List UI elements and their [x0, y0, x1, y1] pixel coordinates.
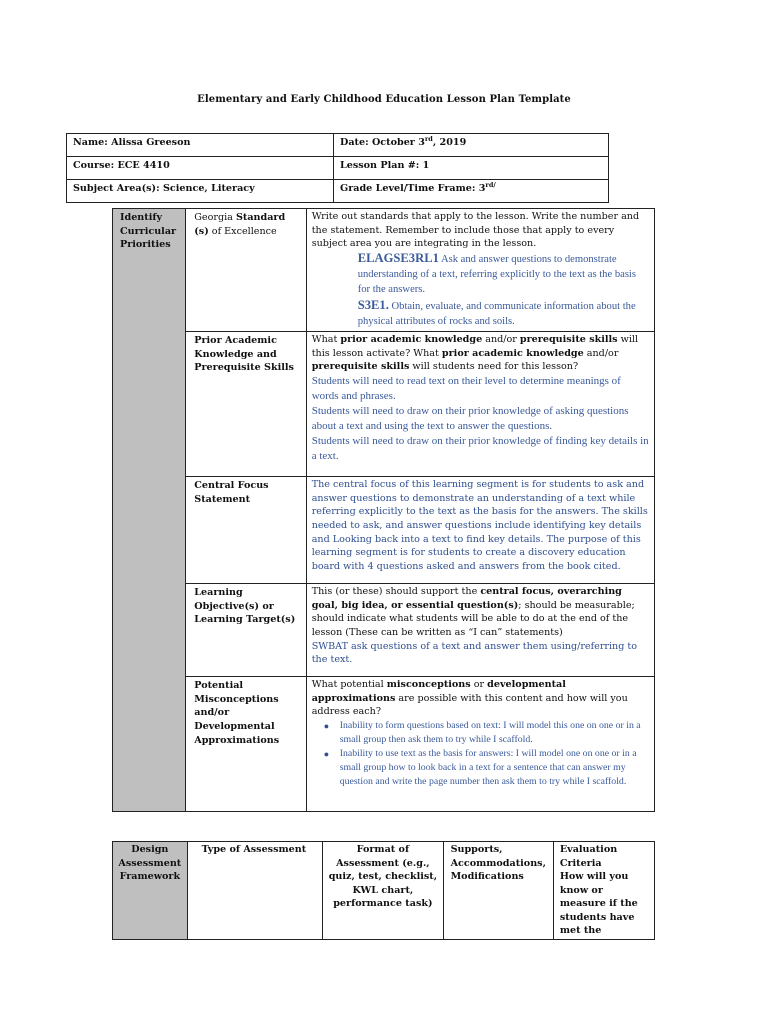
objective-text: This (or these) should support the [311, 586, 481, 598]
bullet-icon: ● [323, 749, 330, 760]
date-cell [334, 134, 609, 157]
standards-heading-prefix: Georgia [194, 212, 236, 223]
grade-superscript: rd/ [485, 180, 496, 189]
course-cell: Course: ECE 4410 [67, 157, 334, 180]
q-text: What [311, 334, 341, 346]
prior-knowledge-content [306, 332, 654, 477]
misconceptions-content [306, 677, 654, 812]
table-row [113, 584, 655, 677]
learning-objective-answer: SWBAT ask questions of a text and answer them using/referring to the text. [311, 640, 638, 666]
date-text: Date: October 3 [340, 137, 425, 148]
objective-text: ; should be measurable; should indicate what students will be able to do at the end of the lesson (These can be written as “I can” statements) [311, 599, 635, 639]
learning-objective-heading: Learning Objective(s) or Learning Target(s) [186, 584, 306, 677]
q-text: will students need for this lesson? [409, 361, 579, 373]
date-year: , 2019 [432, 137, 467, 148]
q-text: and/or [482, 334, 520, 346]
date-superscript: rd [424, 134, 433, 143]
q-bold: prerequisite skills [519, 334, 618, 346]
standards-heading-bold: Standard (s) [194, 212, 286, 237]
standards-heading [186, 209, 306, 332]
document-title: Elementary and Early Childhood Education Lesson Plan Template [197, 94, 571, 105]
lesson-plan-cell: Lesson Plan #: 1 [334, 157, 609, 180]
misc-text: or [470, 679, 488, 691]
standard-ela-code: ELAGSE3RL1 [357, 250, 439, 265]
misc-bold: misconceptions [386, 679, 471, 691]
bullet-icon: ● [323, 721, 330, 732]
prior-knowledge-heading: Prior Academic Knowledge and Prerequisite Skills [186, 332, 306, 477]
section-label-curricular-priorities: Identify Curricular Priorities [113, 209, 186, 812]
lesson-info-table [66, 133, 609, 203]
standards-content [306, 209, 654, 332]
q-text: will this lesson activate? What [311, 334, 639, 359]
grade-text: Grade Level/Time Frame: 3 [340, 183, 486, 194]
standard-ela-text: Ask and answer questions to demonstrate understanding of a text, referring explicitly to the text as the basis for the answers. [357, 253, 637, 296]
misconceptions-heading: Potential Misconceptions and/or Developmental Approximations [186, 677, 306, 812]
section-label-assessment-framework: Design Assessment Framework [113, 842, 188, 940]
misc-bold: developmental approximations [311, 679, 566, 704]
table-row [67, 157, 609, 180]
table-row [67, 134, 609, 157]
curricular-priorities-table [112, 208, 655, 812]
prior-knowledge-answer: Students will need to draw on their prior knowledge of finding key details in a text. [311, 435, 649, 463]
evaluation-criteria-text: How will you know or measure if the students have met the [559, 871, 638, 936]
evaluation-criteria-title: Evaluation Criteria [559, 844, 618, 869]
bullet-text: Inability to use text as the basis for answers: I will model one on one or in a small group how to look back in a text for a sentence that can answer my question and write the page number then ask them to try while I scaffold. [339, 748, 637, 788]
standard-science-text: Obtain, evaluate, and communicate information about the physical attributes of rocks and soils. [357, 300, 636, 327]
standard-science-code: S3E1. [357, 297, 389, 312]
subject-cell: Subject Area(s): Science, Literacy [67, 180, 334, 203]
objective-bold: central focus, overarching goal, big idea, or essential question(s) [311, 586, 622, 611]
list-item [323, 747, 649, 789]
prior-knowledge-question [312, 333, 649, 374]
q-bold: prerequisite skills [311, 361, 410, 373]
prior-knowledge-answer: Students will need to draw on their prior knowledge of asking questions about a text and using the text to answer the questions. [311, 405, 629, 433]
misc-text: What potential [311, 679, 387, 691]
format-of-assessment-header: Format of Assessment (e.g., quiz, test, checklist, KWL chart, performance task) [323, 842, 443, 940]
table-row [113, 332, 655, 477]
q-bold: prior academic knowledge [441, 347, 584, 359]
central-focus-heading: Central Focus Statement [186, 477, 306, 584]
list-item [323, 719, 649, 747]
type-of-assessment-header: Type of Assessment [187, 842, 323, 940]
central-focus-text: The central focus of this learning segment is for students to ask and answer questions to demonstrate an understanding of a text while referring explicitly to the text as the basis for the answers. The skills needed to ask, and answer questions include identifying key details and Looking back into a text to find key details. The purpose of this learning segment is for students to create a discovery education board with 4 questions asked and answers from the book cited. [306, 477, 654, 584]
table-row [113, 477, 655, 584]
standard-ela [312, 251, 649, 298]
name-cell: Name: Alissa Greeson [67, 134, 334, 157]
learning-objective-instructions [312, 585, 649, 639]
misconceptions-question [312, 678, 649, 719]
misc-text: are possible with this content and how will you address each? [311, 692, 628, 718]
misconceptions-list [312, 719, 649, 789]
bullet-text: Inability to form questions based on text: I will model this one on one or in a small group then ask them to try while I scaffold. [339, 720, 641, 746]
table-row [67, 180, 609, 203]
q-bold: prior academic knowledge [340, 334, 483, 346]
table-row [113, 677, 655, 812]
learning-objective-content [306, 584, 654, 677]
standards-instructions: Write out standards that apply to the lesson. Write the number and the statement. Remember to include those that apply to every subject area you are integrating in the lesson. [311, 211, 640, 250]
evaluation-criteria-header [553, 842, 654, 940]
standard-science [312, 298, 649, 330]
assessment-framework-table [112, 841, 655, 940]
supports-header: Supports, Accommodations, Modifications [443, 842, 553, 940]
grade-cell [334, 180, 609, 203]
table-row [113, 842, 655, 940]
table-row [113, 209, 655, 332]
q-text: and/or [583, 347, 619, 359]
standards-heading-suffix: of Excellence [208, 225, 277, 237]
prior-knowledge-answer: Students will need to read text on their level to determine meanings of words and phrases. [311, 375, 621, 403]
